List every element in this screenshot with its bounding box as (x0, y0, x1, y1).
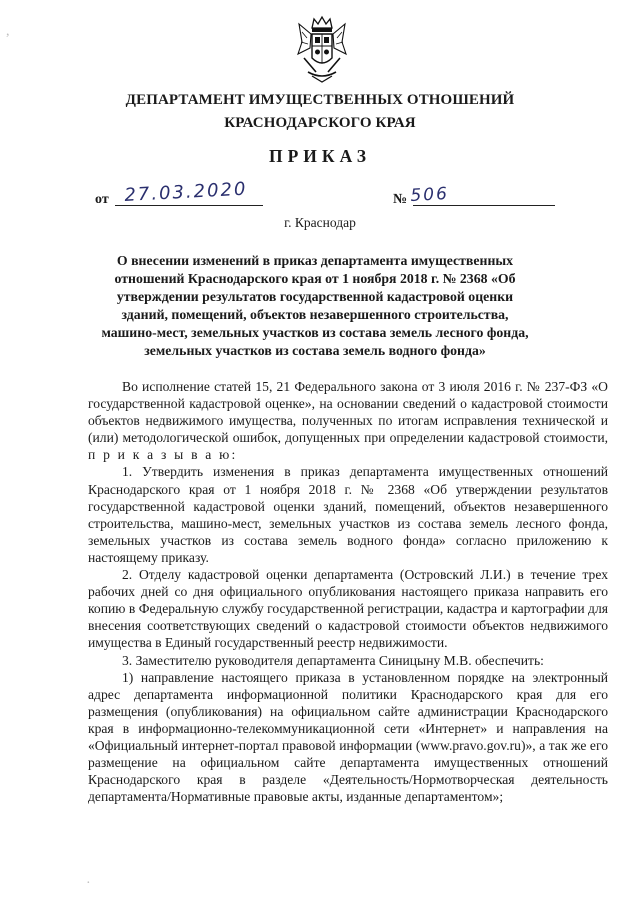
from-label: от (95, 192, 109, 207)
item-2: 2. Отделу кадастровой оценки департамента (Островский Л.И.) в течение трех рабочих дней со дня официального опубликования настоящего приказа направить его копию в Федеральную службу государственной регистрации, кадастра и картографии для внесения соответствующих сведений о кадастровой стоимости объектов недвижимого имущества в Единый государственный реестр недвижимости. (88, 567, 608, 651)
department-name-line2: КРАСНОДАРСКОГО КРАЯ (224, 115, 416, 131)
intro-paragraph (88, 378, 608, 463)
intro-text: Во исполнение статей 15, 21 Федерального закона от 3 июля 2016 г. № 237-ФЗ «О государственной кадастровой оценке», на основании сведений о кадастровой стоимости объектов недвижимого имущества, полученных по итогам исправления технической и (или) методологической ошибок, допущенных при определении кадастровой стоимости, (88, 379, 608, 446)
city-name: г. Краснодар (284, 215, 356, 230)
item-3-1: 1) направление настоящего приказа в установленном порядке на электронный адрес департамента информационной политики Краснодарского края для его размещения (опубликования) на официальном сайте администрации Краснодарского края в информационно-телекоммуникационной сети «Интернет» и направления на «Официальный интернет-портал правовой информации (www.pravo.gov.ru)», а так же его размещение на официальном сайте департамента имущественных отношений Краснодарского края в разделе «Деятельность/Нормотворческая деятельность департамента/Нормативные правовые акты, изданные департаментом»; (88, 669, 608, 805)
handwritten-date: 27.03.2020 (123, 178, 248, 206)
scan-mark: , (6, 24, 10, 39)
item-3: 3. Заместителю руководителя департамента Синицыну М.В. обеспечить: (122, 652, 544, 668)
krasnodar-coat-of-arms-icon (294, 14, 350, 84)
handwritten-number: 506 (409, 184, 450, 206)
number-label: № (393, 192, 408, 207)
order-subject: О внесении изменений в приказ департамента имущественных отношений Краснодарского края от 1 ноября 2018 г. № 2368 «Об утверждении результатов государственной кадастровой оценки зданий, помещений, объектов незавершенного строительства, машино-мест, земельных участков из состава земель лесного фонда, земельных участков из состава земель водного фонда» (101, 253, 529, 358)
order-title: ПРИКАЗ (268, 146, 372, 166)
date-number-row (95, 178, 575, 210)
order-body (88, 378, 608, 805)
decree-word: п р и к а з ы в а ю: (88, 447, 238, 463)
item-1: 1. Утвердить изменения в приказ департамента имущественных отношений Краснодарского края от 1 ноября 2018 г. № 2368 «Об утверждении результатов государственной кадастровой оценки зданий, помещений, объектов незавершенного строительства, машино-мест, земельных участков из состава земель лесного фонда, земельных участков из состава земель водного фонда» согласно приложению к настоящему приказу. (88, 464, 608, 565)
department-name-line1: ДЕПАРТАМЕНТ ИМУЩЕСТВЕННЫХ ОТНОШЕНИЙ (125, 92, 515, 108)
scan-mark: · (86, 876, 91, 891)
